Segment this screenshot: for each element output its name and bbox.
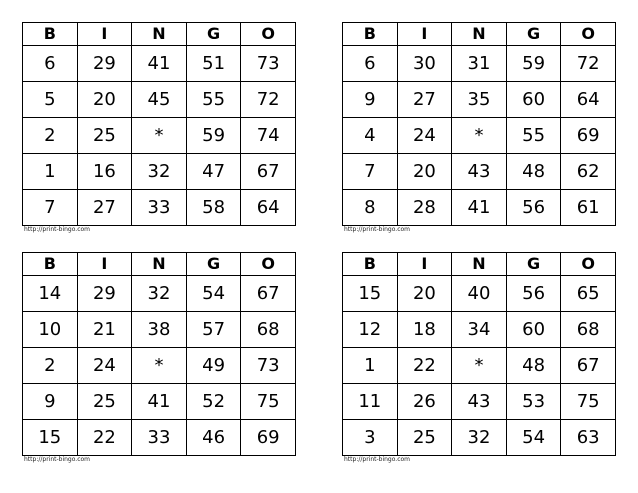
cell: 34 [452,312,507,348]
cell: 67 [241,154,296,190]
header-i: I [397,23,452,46]
cell: 67 [561,348,616,384]
cell: 28 [397,190,452,226]
table-row [343,82,616,118]
cell: 59 [186,118,241,154]
cell: 41 [132,46,187,82]
cell: 55 [506,118,561,154]
table-row [23,312,296,348]
cell: 63 [561,420,616,456]
cell: 7 [23,190,78,226]
header-row [343,23,616,46]
cell: 32 [452,420,507,456]
header-o: O [561,23,616,46]
cell: 5 [23,82,78,118]
cell: 16 [77,154,132,190]
free-space-cell: * [452,118,507,154]
cell: 24 [397,118,452,154]
cell: 26 [397,384,452,420]
table-row [343,118,616,154]
cell: 35 [452,82,507,118]
table-row [23,46,296,82]
cell: 33 [132,190,187,226]
cell: 25 [77,384,132,420]
table-row [23,154,296,190]
cell: 15 [343,276,398,312]
cell: 68 [241,312,296,348]
header-b: B [343,23,398,46]
cell: 18 [397,312,452,348]
cell: 64 [241,190,296,226]
cell: 75 [241,384,296,420]
header-n: N [452,23,507,46]
cell: 29 [77,46,132,82]
header-row [343,253,616,276]
source-url: http://print-bingo.com [24,456,91,463]
table-row [23,384,296,420]
cell: 20 [397,154,452,190]
cell: 8 [343,190,398,226]
cell: 60 [506,312,561,348]
cell: 46 [186,420,241,456]
cell: 61 [561,190,616,226]
bingo-grid [22,22,296,226]
cell: 62 [561,154,616,190]
header-g: G [506,23,561,46]
cell: 55 [186,82,241,118]
cell: 69 [241,420,296,456]
cell: 24 [77,348,132,384]
cell: 12 [343,312,398,348]
cell: 48 [506,154,561,190]
header-n: N [132,253,187,276]
bingo-grid [342,22,616,226]
header-row [23,23,296,46]
header-i: I [397,253,452,276]
header-o: O [561,253,616,276]
table-row [343,384,616,420]
table-row [23,82,296,118]
cell: 49 [186,348,241,384]
bingo-card-3 [22,252,296,464]
header-b: B [343,253,398,276]
cell: 52 [186,384,241,420]
cell: 30 [397,46,452,82]
cell: 20 [77,82,132,118]
cell: 9 [23,384,78,420]
bingo-card-1 [22,22,296,234]
cell: 31 [452,46,507,82]
cell: 60 [506,82,561,118]
bingo-card-2 [342,22,616,234]
cell: 38 [132,312,187,348]
cell: 41 [452,190,507,226]
header-i: I [77,23,132,46]
cell: 20 [397,276,452,312]
cell: 67 [241,276,296,312]
table-row [343,420,616,456]
cell: 1 [23,154,78,190]
cell: 54 [186,276,241,312]
cell: 72 [561,46,616,82]
table-row [23,118,296,154]
header-n: N [132,23,187,46]
cell: 68 [561,312,616,348]
table-row [343,348,616,384]
table-row [343,276,616,312]
cell: 32 [132,154,187,190]
table-row [23,420,296,456]
cell: 48 [506,348,561,384]
cell: 27 [397,82,452,118]
cell: 40 [452,276,507,312]
header-g: G [186,253,241,276]
cell: 47 [186,154,241,190]
header-b: B [23,23,78,46]
cell: 69 [561,118,616,154]
cell: 6 [343,46,398,82]
cell: 15 [23,420,78,456]
header-g: G [506,253,561,276]
table-row [23,190,296,226]
header-n: N [452,253,507,276]
header-o: O [241,23,296,46]
cell: 74 [241,118,296,154]
cell: 59 [506,46,561,82]
source-url: http://print-bingo.com [24,226,91,233]
table-row [343,312,616,348]
cell: 43 [452,154,507,190]
cell: 51 [186,46,241,82]
cell: 3 [343,420,398,456]
cell: 75 [561,384,616,420]
cell: 64 [561,82,616,118]
cell: 10 [23,312,78,348]
bingo-card-4 [342,252,616,464]
cell: 54 [506,420,561,456]
cell: 58 [186,190,241,226]
header-o: O [241,253,296,276]
table-row [23,276,296,312]
cell: 1 [343,348,398,384]
table-row [343,46,616,82]
header-i: I [77,253,132,276]
header-row [23,253,296,276]
cell: 56 [506,190,561,226]
cell: 25 [397,420,452,456]
table-row [343,190,616,226]
source-url: http://print-bingo.com [344,456,411,463]
cell: 9 [343,82,398,118]
bingo-grid [342,252,616,456]
cell: 72 [241,82,296,118]
cell: 73 [241,46,296,82]
free-space-cell: * [132,118,187,154]
cell: 45 [132,82,187,118]
cell: 21 [77,312,132,348]
table-row [343,154,616,190]
cell: 29 [77,276,132,312]
cell: 22 [77,420,132,456]
cell: 33 [132,420,187,456]
cell: 27 [77,190,132,226]
free-space-cell: * [452,348,507,384]
cell: 41 [132,384,187,420]
header-b: B [23,253,78,276]
cell: 43 [452,384,507,420]
cell: 14 [23,276,78,312]
cell: 6 [23,46,78,82]
cell: 57 [186,312,241,348]
cell: 25 [77,118,132,154]
cell: 73 [241,348,296,384]
bingo-grid [22,252,296,456]
cell: 53 [506,384,561,420]
free-space-cell: * [132,348,187,384]
table-row [23,348,296,384]
cell: 56 [506,276,561,312]
cell: 7 [343,154,398,190]
source-url: http://print-bingo.com [344,226,411,233]
cell: 32 [132,276,187,312]
cell: 22 [397,348,452,384]
cell: 2 [23,348,78,384]
cell: 2 [23,118,78,154]
cell: 4 [343,118,398,154]
cell: 65 [561,276,616,312]
header-g: G [186,23,241,46]
cell: 11 [343,384,398,420]
